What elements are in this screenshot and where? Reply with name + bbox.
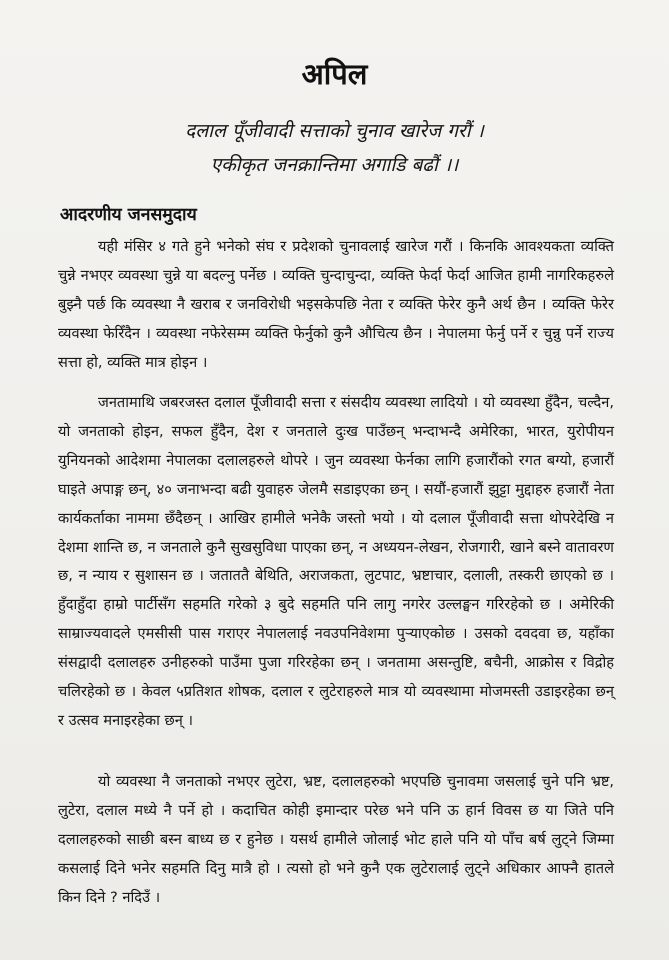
document-title: अपिल (301, 57, 368, 91)
body-paragraph-2: जनतामाथि जबरजस्त दलाल पूँजीवादी सत्ता र संसदीय व्यवस्था लादियो । यो व्यवस्था हुँदैन, चल्दैन, यो जनताको होइन, सफल हुँदैन, देश र जनताले दुःख पाउँछन् भन्दाभन्दै अमेरिका, भारत, युरोपीयन युनियनको आदेशमा नेपालका दलालहरुले थोपरे । जुन व्यवस्था फेर्नका लागि हजारौंको रगत बग्यो, हजारौं घाइते अपाङ्ग छन्, ४० जनाभन्दा बढी युवाहरु जेलमै सडाइएका छन् । सयौं-हजारौं झुट्टा मुद्दाहरु हजारौं नेता कार्यकर्ताका नाममा छँदैछन् । आखिर हामीले भनेकै जस्तो भयो । यो दलाल पूँजीवादी सत्ता थोपरेदेखि न देशमा शान्ति छ, न जनताले कुनै सुखसुविधा पाएका छन्, न अध्ययन-लेखन, रोजगारी, खाने बस्ने वातावरण छ, न न्याय र सुशासन छ । जताततै बेथिति, अराजकता, लुटपाट, भ्रष्टाचार, दलाली, तस्करी छाएको छ । हुँदाहुँदा हाम्रो पार्टीसँग सहमति गरेको ३ बुदे सहमति पनि लागु नगरेर उल्लङ्घन गरिरहेको छ । अमेरिकी साम्राज्यवादले एमसीसी पास गराएर नेपाललाई नवउपनिवेशमा पुर्‍याएकोछ । उसको दवदवा छ, यहाँका संसद्वादी दलालहरु उनीहरुको पाउँमा पुजा गरिरहेका छन् । जनतामा असन्तुष्टि, बचैनी, आक्रोस र विद्रोह चलिरहेको छ । केवल ५प्रतिशत शोषक, दलाल र लुटेराहरुले मात्र यो व्यवस्थामा मोजमस्ती उडाइरहेका छन् र उत्सव मनाइरहेका छन् । (58, 394, 614, 729)
subtitle-line-2: एकीकृत जनक्रान्तिमा अगाडि बढौं ।। (210, 154, 459, 176)
body-paragraph-1: यही मंसिर ४ गते हुने भनेको संघ र प्रदेशको चुनावलाई खारेज गरौं । किनकि आवश्यकता व्यक्ति चुन्ने नभएर व्यवस्था चुन्ने या बदल्नु पर्नेछ । व्यक्ति चुन्दाचुन्दा, व्यक्ति फेर्दा फेर्दा आजित हामी नागरिकहरुले बुझ्नै पर्छ कि व्यवस्था नै खराब र जनविरोधी भइसकेपछि नेता र व्यक्ति फेरेर कुनै अर्थ छैन । व्यक्ति फेरेर व्यवस्था फेरिँदैन । व्यवस्था नफेरेसम्म व्यक्ति फेर्नुको कुनै औचित्य छैन । नेपालमा फेर्नु पर्ने र चुन्नु पर्ने राज्य सत्ता हो, व्यक्ति मात्र होइन । (58, 238, 614, 371)
body-paragraph-3: यो व्यवस्था नै जनताको नभएर लुटेरा, भ्रष्ट, दलालहरुको भएपछि चुनावमा जसलाई चुने पनि भ्रष्ट, लुटेरा, दलाल मध्ये नै पर्ने हो । कदाचित कोही इमान्दार परेछ भने पनि ऊ हार्न विवस छ या जिते पनि दलालहरुको साछी बस्न बाध्य छ र हुनेछ । यसर्थ हामीले जोलाई भोट हाले पनि यो पाँच बर्ष लुट्ने जिम्मा कसलाई दिने भनेर सहमति दिनु मात्रै हो । त्यसो हो भने कुनै एक लुटेरालाई लुट्ने अधिकार आफ्नै हातले किन दिने ? नदिउँ । (58, 773, 614, 906)
salutation-heading: आदरणीय जनसमुदाय (60, 205, 197, 225)
subtitle-line-1: दलाल पूँजीवादी सत्ताको चुनाव खारेज गरौं । (185, 120, 484, 142)
